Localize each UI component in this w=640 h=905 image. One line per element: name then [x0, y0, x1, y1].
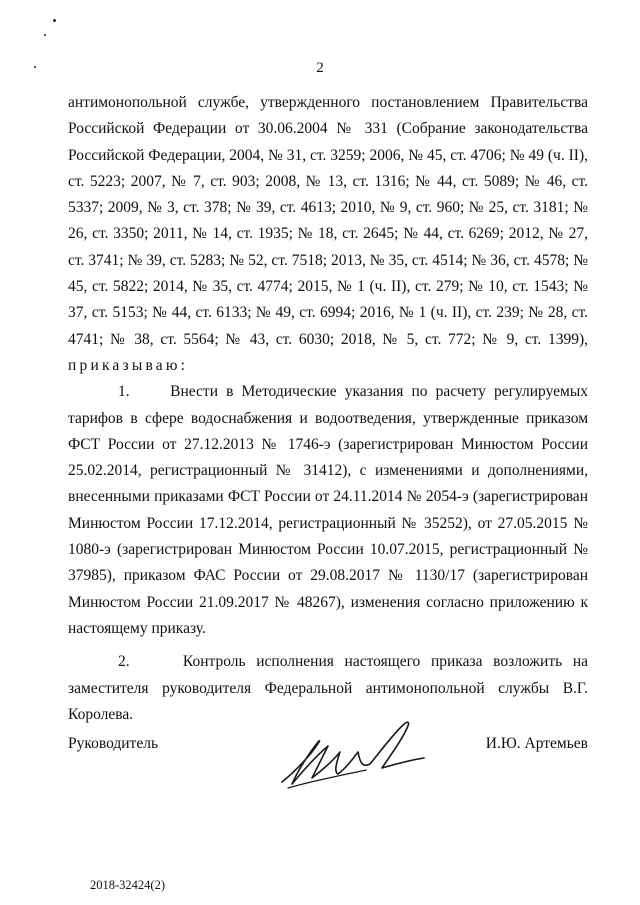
handwritten-signature: [278, 712, 428, 792]
order-keyword: приказываю:: [68, 356, 189, 374]
order-item-1: 1. Внести в Методические указания по расчету регулируемых тарифов в сфере водоснабжения и водоотведения, утвержденные приказом ФСТ России от 27.12.2013 № 1746-э (зарегистрирован Минюстом России 25.02.2014, регистрационный № 31412), с изменениями и дополнениями, внесенными приказами ФСТ России от 24.11.2014 № 2054-э (зарегистрирован Минюстом России 17.12.2014, регистрационный № 35252), от 27.05.2015 № 1080-э (зарегистрирован Минюстом России 10.07.2015, регистрационный № 37985), приказом ФАС России от 29.08.2017 № 1130/17 (зарегистрирован Минюстом России 21.09.2017 № 48267), изменения согласно приложению к настоящему приказу.: [68, 383, 588, 637]
legal-basis-paragraph: антимонопольной службе, утвержденного постановлением Правительства Российской Федерации от 30.06.2004 № 331 (Собрание законодательства Российской Федерации, 2004, № 31, ст. 3259; 2006, № 45, ст. 4706; № 49 (ч. II), ст. 5223; 2007, № 7, ст. 903; 2008, № 13, ст. 1316; № 44, ст. 5089; № 46, ст. 5337; 2009, № 3, ст. 378; № 39, ст. 4613; 2010, № 9, ст. 960; № 25, ст. 3181; № 26, ст. 3350; 2011, № 14, ст. 1935; № 18, ст. 2645; № 44, ст. 6269; 2012, № 27, ст. 3741; № 39, ст. 5283; № 52, ст. 7518; 2013, № 35, ст. 4514; № 36, ст. 4578; № 45, ст. 5822; 2014, № 35, ст. 4774; 2015, № 1 (ч. II), ст. 279; № 10, ст. 1543; № 37, ст. 5153; № 44, ст. 6133; № 49, ст. 6994; 2016, № 1 (ч. II), ст. 239; № 28, ст. 4741; № 38, ст. 5564; № 43, ст. 6030; 2018, № 5, ст. 772; № 9, ст. 1399),: [68, 94, 588, 348]
document-body: [68, 90, 588, 728]
scan-mark: [53, 19, 56, 22]
signer-name: И.Ю. Артемьев: [485, 735, 588, 752]
signer-title: Руководитель: [68, 735, 159, 752]
page-number: 2: [316, 60, 324, 76]
document-code: 2018-32424(2): [90, 878, 165, 892]
order-item-2: 2. Контроль исполнения настоящего приказа возложить на заместителя руководителя Федеральной антимонопольной службы В.Г. Королева.: [68, 653, 588, 723]
scan-mark: [44, 34, 46, 36]
